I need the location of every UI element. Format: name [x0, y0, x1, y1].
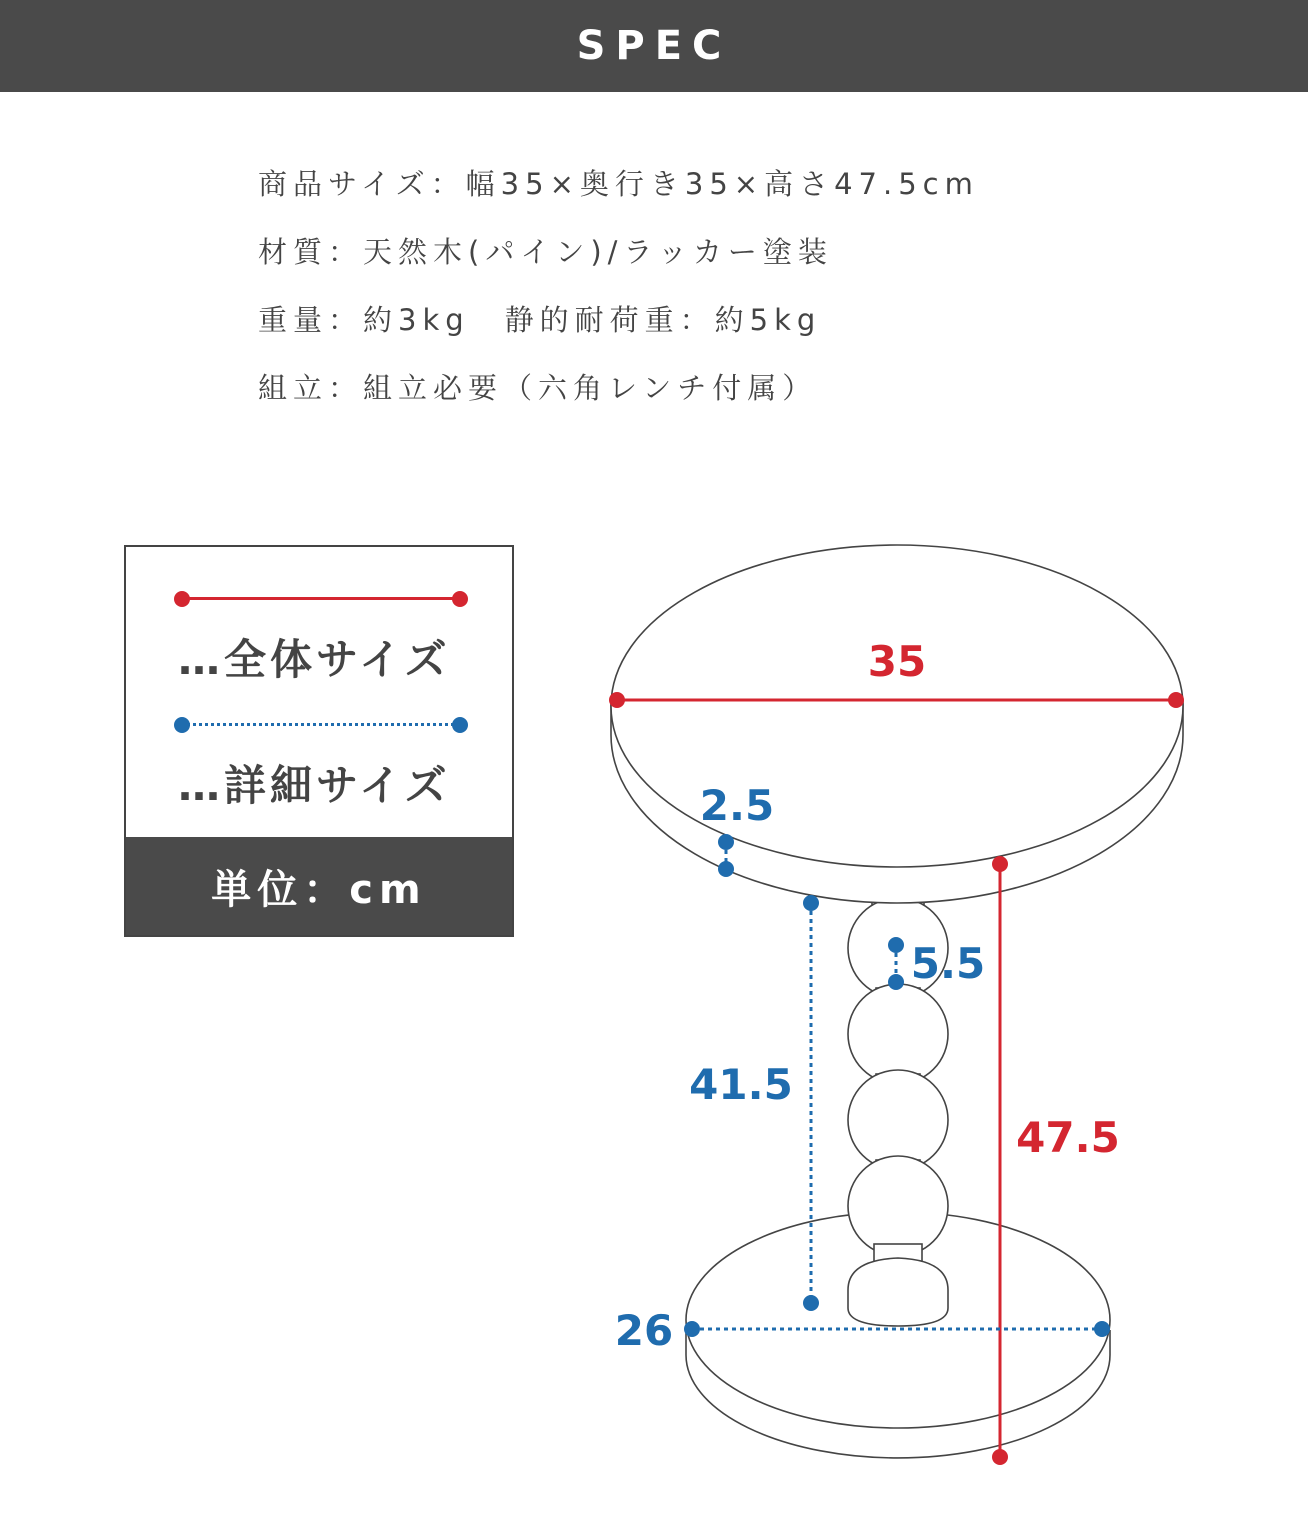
- legend-overall-label: …全体サイズ: [178, 635, 451, 684]
- unit-label: 単位：cm: [211, 866, 427, 913]
- top-diameter-label: 35: [867, 637, 927, 686]
- header-title: SPEC: [576, 23, 732, 69]
- spec-size: 商品サイズ：幅35×奥行き35×高さ47.5cm: [258, 167, 979, 201]
- base-diameter-label: 26: [614, 1306, 674, 1355]
- total-height-label: 47.5: [1016, 1113, 1120, 1162]
- top-thickness-label: 2.5: [699, 781, 775, 830]
- spec-material: 材質：天然木(パイン)/ラッカー塗装: [258, 235, 833, 269]
- spec-assembly: 組立：組立必要（六角レンチ付属）: [258, 371, 818, 405]
- tabletop-surface: [611, 545, 1183, 867]
- ball-height-label: 5.5: [910, 939, 986, 988]
- spec-weight: 重量：約3kg 静的耐荷重：約5kg: [258, 303, 822, 337]
- legend-detail-label: …詳細サイズ: [178, 761, 451, 810]
- column-height-label: 41.5: [689, 1060, 793, 1109]
